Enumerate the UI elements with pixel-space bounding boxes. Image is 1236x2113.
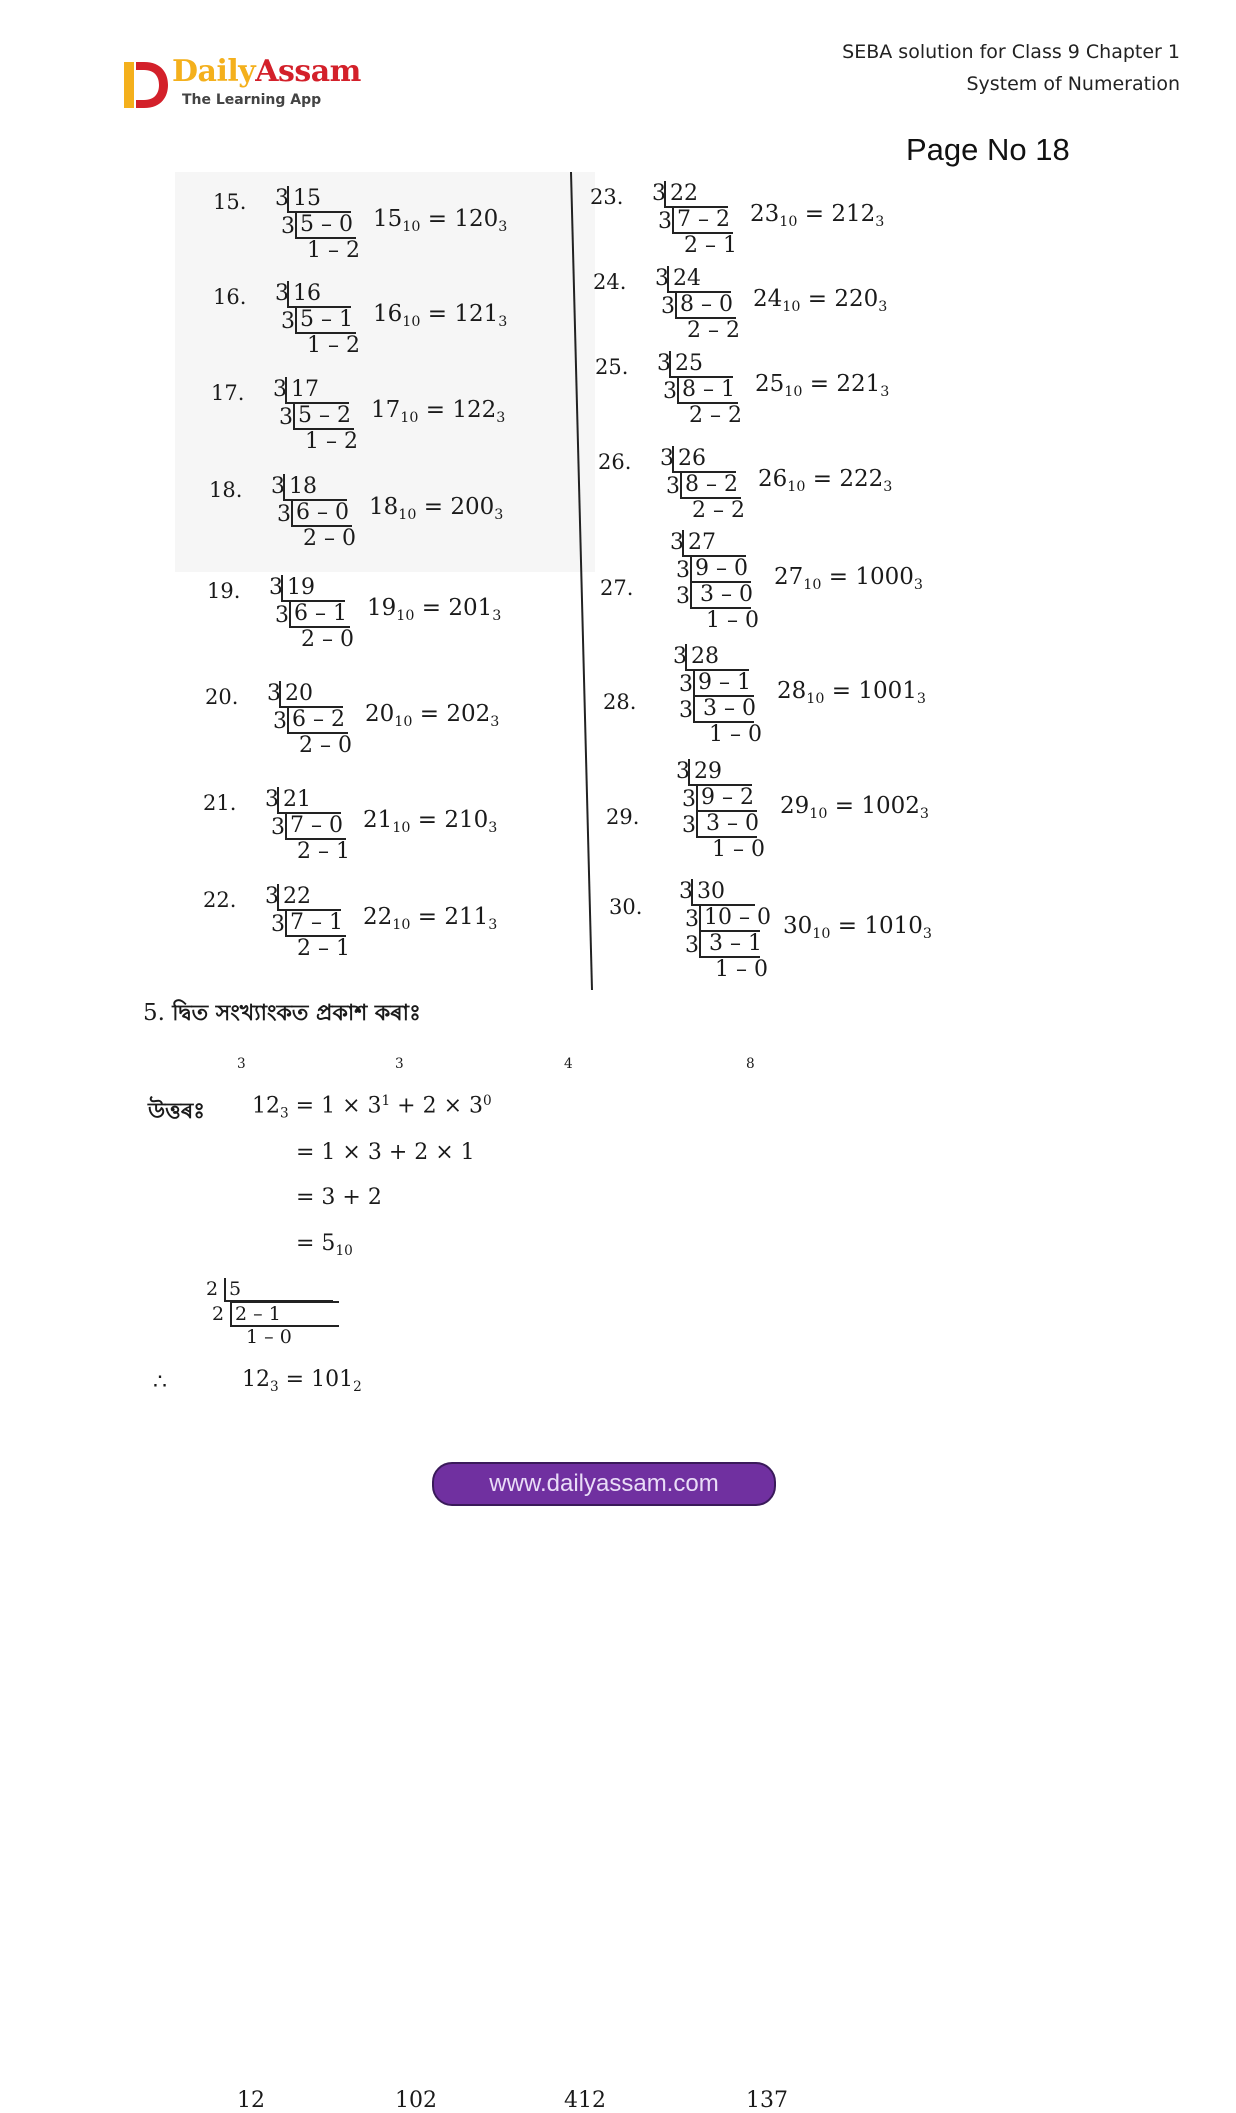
divisor: 3 [679, 698, 693, 723]
division-line: 5 – 2 [293, 403, 354, 430]
problem-number: 20. [205, 685, 239, 709]
problem-number: 29. [606, 805, 640, 829]
conversion-result: $27_{10} = 1000_3$ [774, 564, 923, 593]
therefore-symbol: ∴ [153, 1370, 167, 1395]
q5-item: 137 $_8$ [746, 1055, 788, 2113]
logo-text: DailyAssam [172, 54, 361, 89]
division-line: 2 – 2 [687, 318, 740, 343]
problem-25 [595, 351, 955, 451]
question-5-number: 5. [143, 1000, 165, 1026]
problem-29 [606, 759, 966, 862]
division-line: 2 – 1 [684, 233, 737, 258]
divisor: 3 [682, 787, 696, 812]
division-line: 7 – 0 [285, 813, 346, 840]
problem-19 [207, 575, 567, 675]
final-answer: $12_3 = 101_2$ [242, 1367, 362, 1395]
division-line: 2 – 0 [303, 526, 356, 551]
divisor: 3 [267, 681, 281, 706]
problem-number: 18. [209, 478, 243, 502]
problem-number: 23. [590, 185, 624, 209]
division-line: 10 – 0 [699, 905, 760, 932]
conversion-result: $19_{10} = 201_3$ [367, 595, 502, 624]
divisor: 3 [281, 309, 295, 334]
divisor: 3 [682, 813, 696, 838]
divisor: 3 [685, 933, 699, 958]
division-line: 7 – 2 [672, 207, 733, 234]
problem-number: 17. [211, 381, 245, 405]
problem-30 [609, 879, 969, 982]
division-line: 1 – 2 [305, 429, 358, 454]
problem-28 [603, 644, 963, 747]
division-line: 2 – 2 [689, 403, 742, 428]
division-line: 7 – 1 [285, 910, 346, 937]
q5-item: 412 $_4$ [564, 1055, 606, 2113]
problem-number: 16. [213, 285, 247, 309]
divisor: 3 [271, 815, 285, 840]
conversion-result: $22_{10} = 211_3$ [363, 904, 498, 933]
division-line: 1 – 0 [712, 837, 765, 862]
division-line: 8 – 1 [677, 377, 738, 404]
divisor: 3 [265, 884, 279, 909]
divisor: 3 [685, 907, 699, 932]
divisor: 3 [660, 446, 674, 471]
conversion-result: $20_{10} = 202_3$ [365, 701, 500, 730]
division-line: 8 – 2 [680, 472, 741, 499]
dividend: 25 [669, 351, 733, 378]
dividend: 26 [672, 446, 736, 473]
divisor: 3 [277, 502, 291, 527]
answer-label: উত্তৰঃ [148, 1099, 205, 1124]
division-line: 2 – 0 [301, 627, 354, 652]
divisor: 3 [275, 603, 289, 628]
divisor: 3 [271, 912, 285, 937]
division-line: 1 – 0 [246, 1326, 292, 1348]
conversion-result: $28_{10} = 1001_3$ [777, 678, 926, 707]
divisor: 3 [275, 186, 289, 211]
dividend: 20 [279, 681, 343, 708]
conversion-result: $18_{10} = 200_3$ [369, 494, 504, 523]
dividend: 17 [285, 377, 349, 404]
division-line: 3 – 0 [693, 696, 754, 723]
problem-number: 19. [207, 579, 241, 603]
divisor: 3 [661, 294, 675, 319]
division-line: 1 – 0 [709, 722, 762, 747]
division-line: 9 – 1 [693, 670, 754, 697]
problem-18 [209, 474, 569, 574]
dividend: 27 [682, 530, 746, 557]
dividend: 22 [277, 884, 341, 911]
answer-step-2: = 1 × 3 + 2 × 1 [296, 1140, 475, 1165]
divisor: 3 [273, 709, 287, 734]
divisor: 3 [658, 209, 672, 234]
divisor: 3 [670, 530, 684, 555]
division-line: 1 – 2 [307, 333, 360, 358]
divisor: 3 [275, 281, 289, 306]
divisor: 3 [279, 405, 293, 430]
problem-15 [213, 186, 573, 286]
divisor: 2 [206, 1278, 219, 1300]
division-line: 2 – 2 [692, 498, 745, 523]
problem-number: 22. [203, 888, 237, 912]
division-line: 6 – 0 [291, 500, 352, 527]
conversion-result: $26_{10} = 222_3$ [758, 466, 893, 495]
division-line: 9 – 2 [696, 785, 757, 812]
problem-number: 30. [609, 895, 643, 919]
division-line: 2 – 0 [299, 733, 352, 758]
page-number: Page No 18 [906, 132, 1070, 167]
problem-20 [205, 681, 565, 781]
division-line: 5 – 1 [295, 307, 356, 334]
division-line: 1 – 2 [307, 238, 360, 263]
division-line: 6 – 2 [287, 707, 348, 734]
header-line-2: System of Numeration [966, 73, 1180, 95]
question-5-title: দ্বিত সংখ্যাংকত প্ৰকাশ কৰাঃ [172, 1001, 421, 1026]
divisor: 3 [273, 377, 287, 402]
division-line: 2 – 1 [297, 839, 350, 864]
dividend: 21 [277, 787, 341, 814]
problem-21 [203, 787, 563, 887]
divisor: 3 [679, 672, 693, 697]
footer-website-link[interactable]: www.dailyassam.com [432, 1462, 776, 1506]
problem-17 [211, 377, 571, 477]
divisor: 3 [679, 879, 693, 904]
dividend: 29 [688, 759, 752, 786]
dividend: 15 [287, 186, 351, 213]
problem-22 [203, 884, 563, 984]
division-line: 8 – 0 [675, 292, 736, 319]
divisor: 3 [676, 584, 690, 609]
divisor: 3 [657, 351, 671, 376]
division-line: 1 – 0 [715, 957, 768, 982]
dividend: 28 [685, 644, 749, 671]
answer-step-4: = $5_{10}$ [296, 1231, 353, 1259]
division-line: 6 – 1 [289, 601, 350, 628]
conversion-result: $16_{10} = 121_3$ [373, 301, 508, 330]
division-line: 5 [224, 1278, 333, 1302]
divisor: 3 [265, 787, 279, 812]
dividend: 24 [667, 266, 731, 293]
divisor: 2 [212, 1303, 225, 1325]
conversion-result: $25_{10} = 221_3$ [755, 371, 890, 400]
problem-16 [213, 281, 573, 381]
division-line: 5 – 0 [295, 212, 356, 239]
conversion-result: $30_{10} = 1010_3$ [783, 913, 932, 942]
dividend: 19 [281, 575, 345, 602]
conversion-result: $23_{10} = 212_3$ [750, 201, 885, 230]
divisor: 3 [652, 181, 666, 206]
divisor: 3 [281, 214, 295, 239]
divisor: 3 [269, 575, 283, 600]
divisor: 3 [271, 474, 285, 499]
dividend: 18 [283, 474, 347, 501]
header-line-1: SEBA solution for Class 9 Chapter 1 [842, 41, 1180, 63]
division-line: 3 – 0 [690, 582, 751, 609]
divisor: 3 [676, 558, 690, 583]
divisor: 3 [673, 644, 687, 669]
problem-number: 28. [603, 690, 637, 714]
problem-number: 27. [600, 576, 634, 600]
conversion-result: $15_{10} = 120_3$ [373, 206, 508, 235]
division-line: 9 – 0 [690, 556, 751, 583]
problem-number: 24. [593, 270, 627, 294]
problem-number: 25. [595, 355, 629, 379]
answer-step-3: = 3 + 2 [296, 1185, 382, 1210]
divisor: 3 [676, 759, 690, 784]
problem-number: 15. [213, 190, 247, 214]
division-line: 3 – 1 [699, 931, 760, 958]
division-line: 1 – 0 [706, 608, 759, 633]
q5-item: 102 $_3$ [395, 1055, 437, 2113]
divisor: 3 [655, 266, 669, 291]
q5-item: 12 $_3$ [237, 1055, 265, 2113]
conversion-result: $17_{10} = 122_3$ [371, 397, 506, 426]
divisor: 3 [663, 379, 677, 404]
division-line: 2 – 1 [297, 936, 350, 961]
question-5 [143, 996, 421, 1033]
problem-number: 21. [203, 791, 237, 815]
dividend: 30 [691, 879, 755, 906]
problem-27 [600, 530, 960, 633]
division-line: 3 – 0 [696, 811, 757, 838]
dividend: 22 [664, 181, 728, 208]
division-line: 2 – 1 [230, 1301, 339, 1327]
answer-step-1: $12_3 = 1 \times 3^1 + 2 \times 3^0$ [252, 1093, 492, 1122]
problem-number: 26. [598, 450, 632, 474]
conversion-result: $21_{10} = 210_3$ [363, 807, 498, 836]
conversion-result: $29_{10} = 1002_3$ [780, 793, 929, 822]
logo-tagline: The Learning App [182, 92, 322, 108]
dividend: 16 [287, 281, 351, 308]
divisor: 3 [666, 474, 680, 499]
conversion-result: $24_{10} = 220_3$ [753, 286, 888, 315]
